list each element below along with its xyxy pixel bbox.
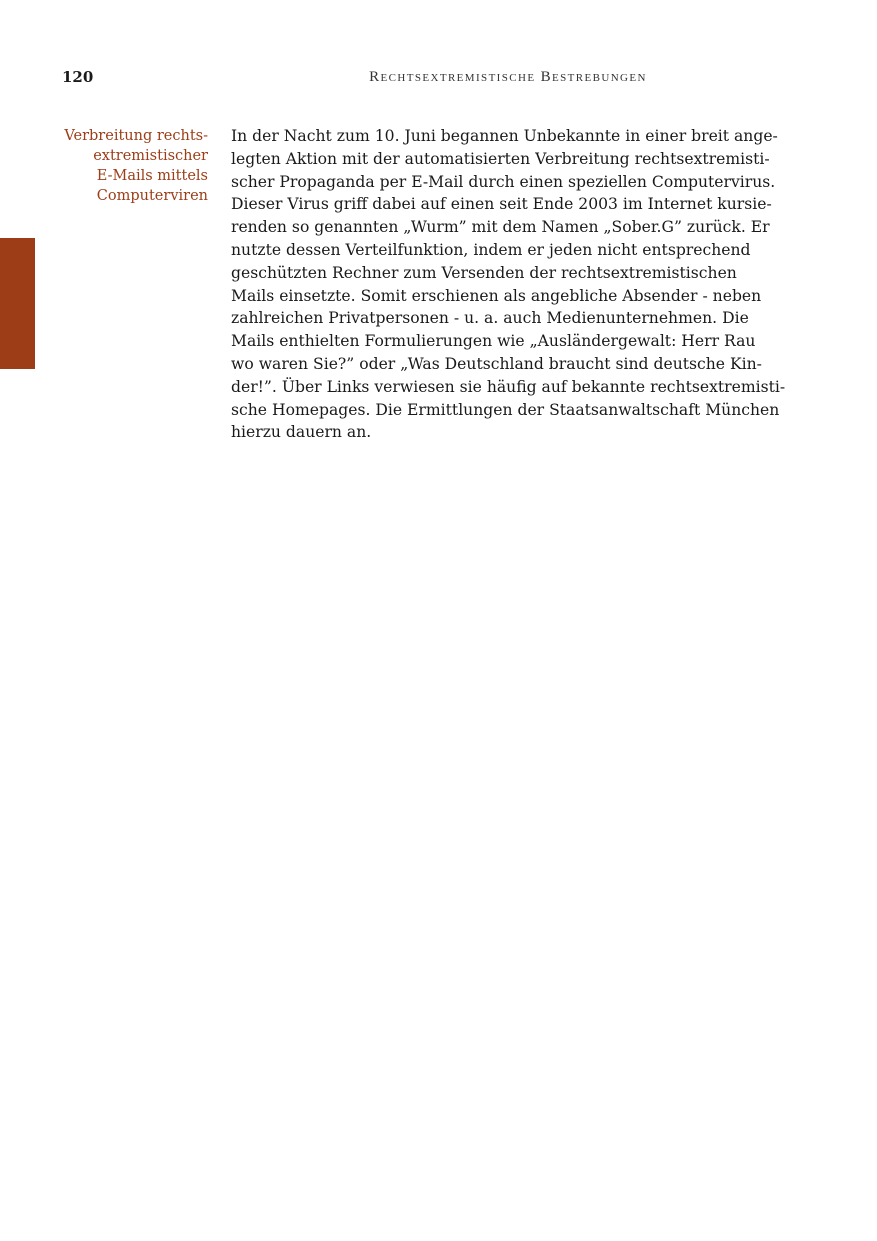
margin-note	[40, 126, 208, 206]
margin-note-line: Computerviren	[96, 188, 208, 204]
body-line: zahlreichen Privatpersonen - u. a. auch Medienunternehmen. Die	[231, 309, 749, 328]
margin-note-line: Verbreitung rechts-	[64, 128, 208, 144]
body-line: sche Homepages. Die Ermittlungen der Staatsanwaltschaft München	[231, 400, 780, 419]
body-line: der!”. Über Links verwiesen sie häufig auf bekannte rechtsextremisti-	[231, 377, 786, 396]
margin-note-line: extremistischer	[93, 148, 208, 164]
page-number: 120	[62, 68, 94, 86]
body-line: hierzu dauern an.	[231, 423, 372, 442]
section-color-tab	[0, 238, 35, 369]
body-line: legten Aktion mit der automatisierten Verbreitung rechtsextremisti-	[231, 149, 770, 168]
body-line: Mails enthielten Formulierungen wie „Ausländergewalt: Herr Rau	[231, 332, 756, 351]
body-line: nutzte dessen Verteilfunktion, indem er jeden nicht entsprechend	[231, 240, 751, 259]
body-line: In der Nacht zum 10. Juni begannen Unbekannte in einer breit ange-	[231, 127, 778, 145]
body-line: Mails einsetzte. Somit erschienen als angebliche Absender - neben	[231, 286, 762, 305]
margin-note-line: E-Mails mittels	[96, 168, 208, 184]
body-line: scher Propaganda per E-Mail durch einen speziellen Computervirus.	[231, 172, 776, 191]
running-header: Rechtsextremistische Bestrebungen	[369, 69, 647, 85]
body-line: geschützten Rechner zum Versenden der rechtsextremistischen	[231, 263, 737, 282]
body-line: Dieser Virus griff dabei auf einen seit Ende 2003 im Internet kursie-	[231, 195, 772, 214]
body-line: wo waren Sie?” oder „Was Deutschland braucht sind deutsche Kin-	[231, 354, 762, 373]
body-line: renden so genannten „Wurm” mit dem Namen „Sober.G” zurück. Er	[231, 218, 770, 237]
body-paragraph	[231, 125, 791, 444]
